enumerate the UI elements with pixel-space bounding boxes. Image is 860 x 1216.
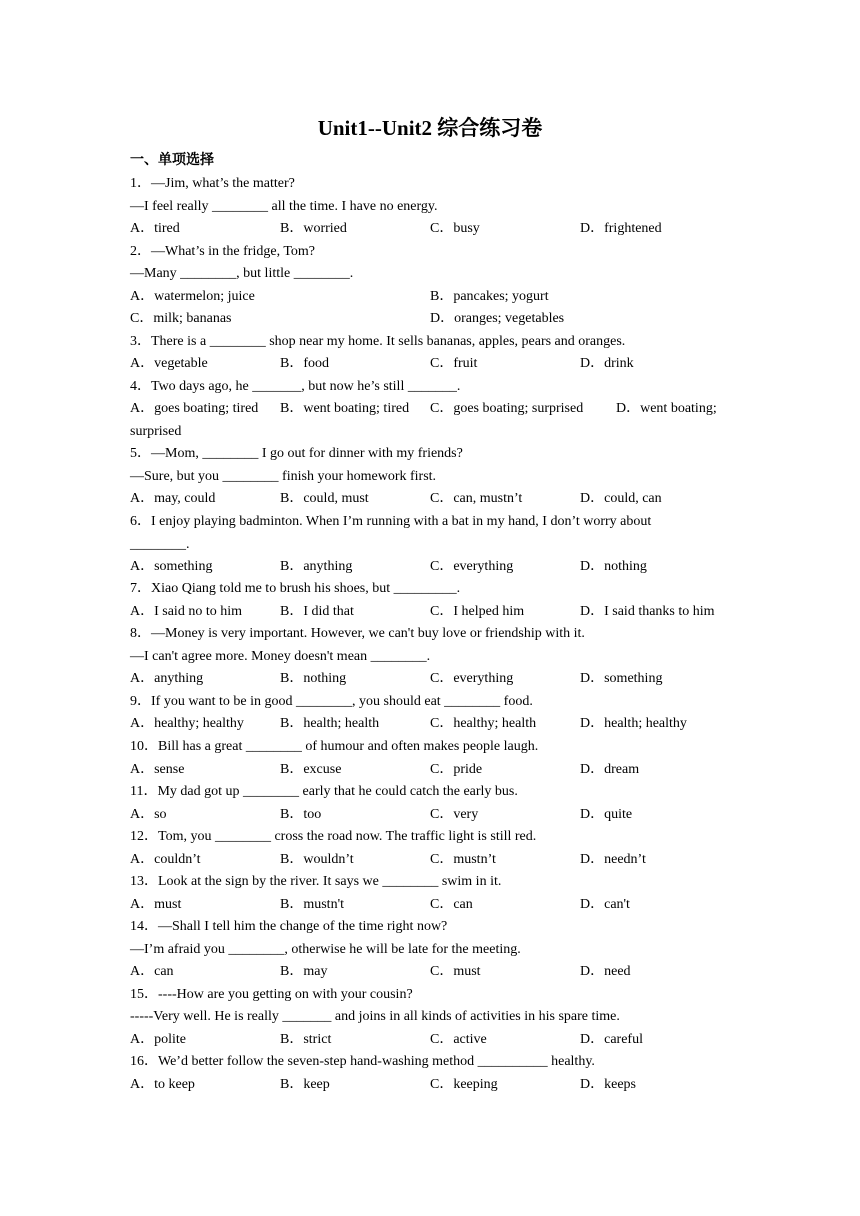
question-7-option-a: A．I said no to him bbox=[130, 604, 242, 619]
question-12-option-c: C．mustn’t bbox=[430, 852, 496, 867]
question-4-option-b: B．went boating; tired bbox=[280, 401, 410, 416]
question-1-option-c: C．busy bbox=[430, 221, 480, 236]
question-14-option-a: A．can bbox=[130, 964, 174, 979]
question-10-option-d: D．dream bbox=[580, 762, 640, 777]
question-11-option-d: D．quite bbox=[580, 807, 633, 822]
question-5-option-d: D．could, can bbox=[580, 491, 662, 506]
question-2-option-b: B．pancakes; yogurt bbox=[430, 289, 549, 304]
question-1-stem-2: —I feel really ________ all the time. I have no energy. bbox=[130, 199, 438, 214]
question-5-stem-1: 5．—Mom, ________ I go out for dinner with my friends? bbox=[130, 446, 463, 461]
question-10-option-c: C．pride bbox=[430, 762, 483, 777]
question-8-option-b: B．nothing bbox=[280, 671, 347, 686]
question-6-stem-1: 6．I enjoy playing badminton. When I’m running with a bat in my hand, I don’t worry about bbox=[130, 514, 652, 529]
question-6-stem-2: ________. bbox=[130, 537, 190, 552]
question-2-option-c: C．milk; bananas bbox=[130, 311, 232, 326]
question-13-option-d: D．can't bbox=[580, 897, 630, 912]
question-8-option-c: C．everything bbox=[430, 671, 514, 686]
question-2-option-a: A．watermelon; juice bbox=[130, 289, 255, 304]
question-12-stem-1: 12．Tom, you ________ cross the road now. The traffic light is still red. bbox=[130, 829, 537, 844]
question-9-option-b: B．health; health bbox=[280, 716, 380, 731]
question-15-option-b: B．strict bbox=[280, 1032, 332, 1047]
question-11-option-c: C．very bbox=[430, 807, 479, 822]
question-4-stem-1: 4．Two days ago, he _______, but now he’s still _______. bbox=[130, 379, 461, 394]
question-14-option-d: D．need bbox=[580, 964, 631, 979]
question-11-option-a: A．so bbox=[130, 807, 167, 822]
question-1-option-d: D．frightened bbox=[580, 221, 662, 236]
question-16-option-d: D．keeps bbox=[580, 1077, 636, 1092]
question-4-option-d: D．went boating; bbox=[616, 401, 717, 416]
question-16-option-c: C．keeping bbox=[430, 1077, 498, 1092]
question-8-stem-1: 8．—Money is very important. However, we can't buy love or friendship with it. bbox=[130, 626, 585, 641]
question-9-option-c: C．healthy; health bbox=[430, 716, 537, 731]
section-heading: 一、单项选择 bbox=[130, 152, 214, 168]
question-15-stem-1: 15．----How are you getting on with your cousin? bbox=[130, 987, 413, 1002]
question-5-option-b: B．could, must bbox=[280, 491, 369, 506]
question-1-option-b: B．worried bbox=[280, 221, 347, 236]
question-5-option-a: A．may, could bbox=[130, 491, 216, 506]
question-12-option-b: B．wouldn’t bbox=[280, 852, 354, 867]
page-title: Unit1--Unit2 综合练习卷 bbox=[317, 116, 543, 140]
question-3-option-d: D．drink bbox=[580, 356, 634, 371]
question-3-stem-1: 3．There is a ________ shop near my home. It sells bananas, apples, pears and oranges. bbox=[130, 334, 626, 349]
question-11-stem-1: 11．My dad got up ________ early that he could catch the early bus. bbox=[130, 784, 518, 799]
question-13-option-b: B．mustn't bbox=[280, 897, 344, 912]
question-16-option-a: A．to keep bbox=[130, 1077, 195, 1092]
question-6-option-a: A．something bbox=[130, 559, 213, 574]
question-14-option-c: C．must bbox=[430, 964, 481, 979]
question-14-option-b: B．may bbox=[280, 964, 328, 979]
question-2-stem-2: —Many ________, but little ________. bbox=[130, 266, 354, 281]
question-4-option-d-continued: surprised bbox=[130, 424, 182, 439]
question-6-option-c: C．everything bbox=[430, 559, 514, 574]
question-15-option-d: D．careful bbox=[580, 1032, 643, 1047]
question-1-option-a: A．tired bbox=[130, 221, 180, 236]
question-15-option-a: A．polite bbox=[130, 1032, 186, 1047]
question-7-option-d: D．I said thanks to him bbox=[580, 604, 715, 619]
question-4-option-a: A．goes boating; tired bbox=[130, 401, 259, 416]
question-16-stem-1: 16．We’d better follow the seven-step hand-washing method __________ healthy. bbox=[130, 1054, 595, 1069]
question-6-option-b: B．anything bbox=[280, 559, 353, 574]
question-7-option-c: C．I helped him bbox=[430, 604, 525, 619]
question-2-option-d: D．oranges; vegetables bbox=[430, 311, 565, 326]
question-4-option-c: C．goes boating; surprised bbox=[430, 401, 584, 416]
question-13-stem-1: 13．Look at the sign by the river. It says we ________ swim in it. bbox=[130, 874, 502, 889]
question-6-option-d: D．nothing bbox=[580, 559, 647, 574]
question-14-stem-1: 14．—Shall I tell him the change of the time right now? bbox=[130, 919, 448, 934]
question-9-option-a: A．healthy; healthy bbox=[130, 716, 244, 731]
question-13-option-a: A．must bbox=[130, 897, 182, 912]
question-5-stem-2: —Sure, but you ________ finish your homework first. bbox=[130, 469, 437, 484]
question-3-option-a: A．vegetable bbox=[130, 356, 208, 371]
question-15-stem-2: -----Very well. He is really _______ and joins in all kinds of activities in his spare time. bbox=[130, 1009, 620, 1024]
question-13-option-c: C．can bbox=[430, 897, 473, 912]
question-15-option-c: C．active bbox=[430, 1032, 487, 1047]
question-5-option-c: C．can, mustn’t bbox=[430, 491, 523, 506]
question-10-stem-1: 10．Bill has a great ________ of humour and often makes people laugh. bbox=[130, 739, 539, 754]
question-11-option-b: B．too bbox=[280, 807, 322, 822]
question-16-option-b: B．keep bbox=[280, 1077, 330, 1092]
question-9-stem-1: 9．If you want to be in good ________, you should eat ________ food. bbox=[130, 694, 533, 709]
question-14-stem-2: —I’m afraid you ________, otherwise he will be late for the meeting. bbox=[130, 942, 521, 957]
question-12-option-d: D．needn’t bbox=[580, 852, 646, 867]
question-10-option-a: A．sense bbox=[130, 762, 185, 777]
question-3-option-b: B．food bbox=[280, 356, 329, 371]
question-1-stem-1: 1．—Jim, what’s the matter? bbox=[130, 176, 295, 191]
question-10-option-b: B．excuse bbox=[280, 762, 342, 777]
question-7-stem-1: 7．Xiao Qiang told me to brush his shoes, but _________. bbox=[130, 581, 461, 596]
question-12-option-a: A．couldn’t bbox=[130, 852, 201, 867]
question-8-option-d: D．something bbox=[580, 671, 663, 686]
question-8-stem-2: —I can't agree more. Money doesn't mean ________. bbox=[130, 649, 431, 664]
question-9-option-d: D．health; healthy bbox=[580, 716, 687, 731]
question-2-stem-1: 2．—What’s in the fridge, Tom? bbox=[130, 244, 316, 259]
question-7-option-b: B．I did that bbox=[280, 604, 354, 619]
question-8-option-a: A．anything bbox=[130, 671, 204, 686]
question-3-option-c: C．fruit bbox=[430, 356, 478, 371]
